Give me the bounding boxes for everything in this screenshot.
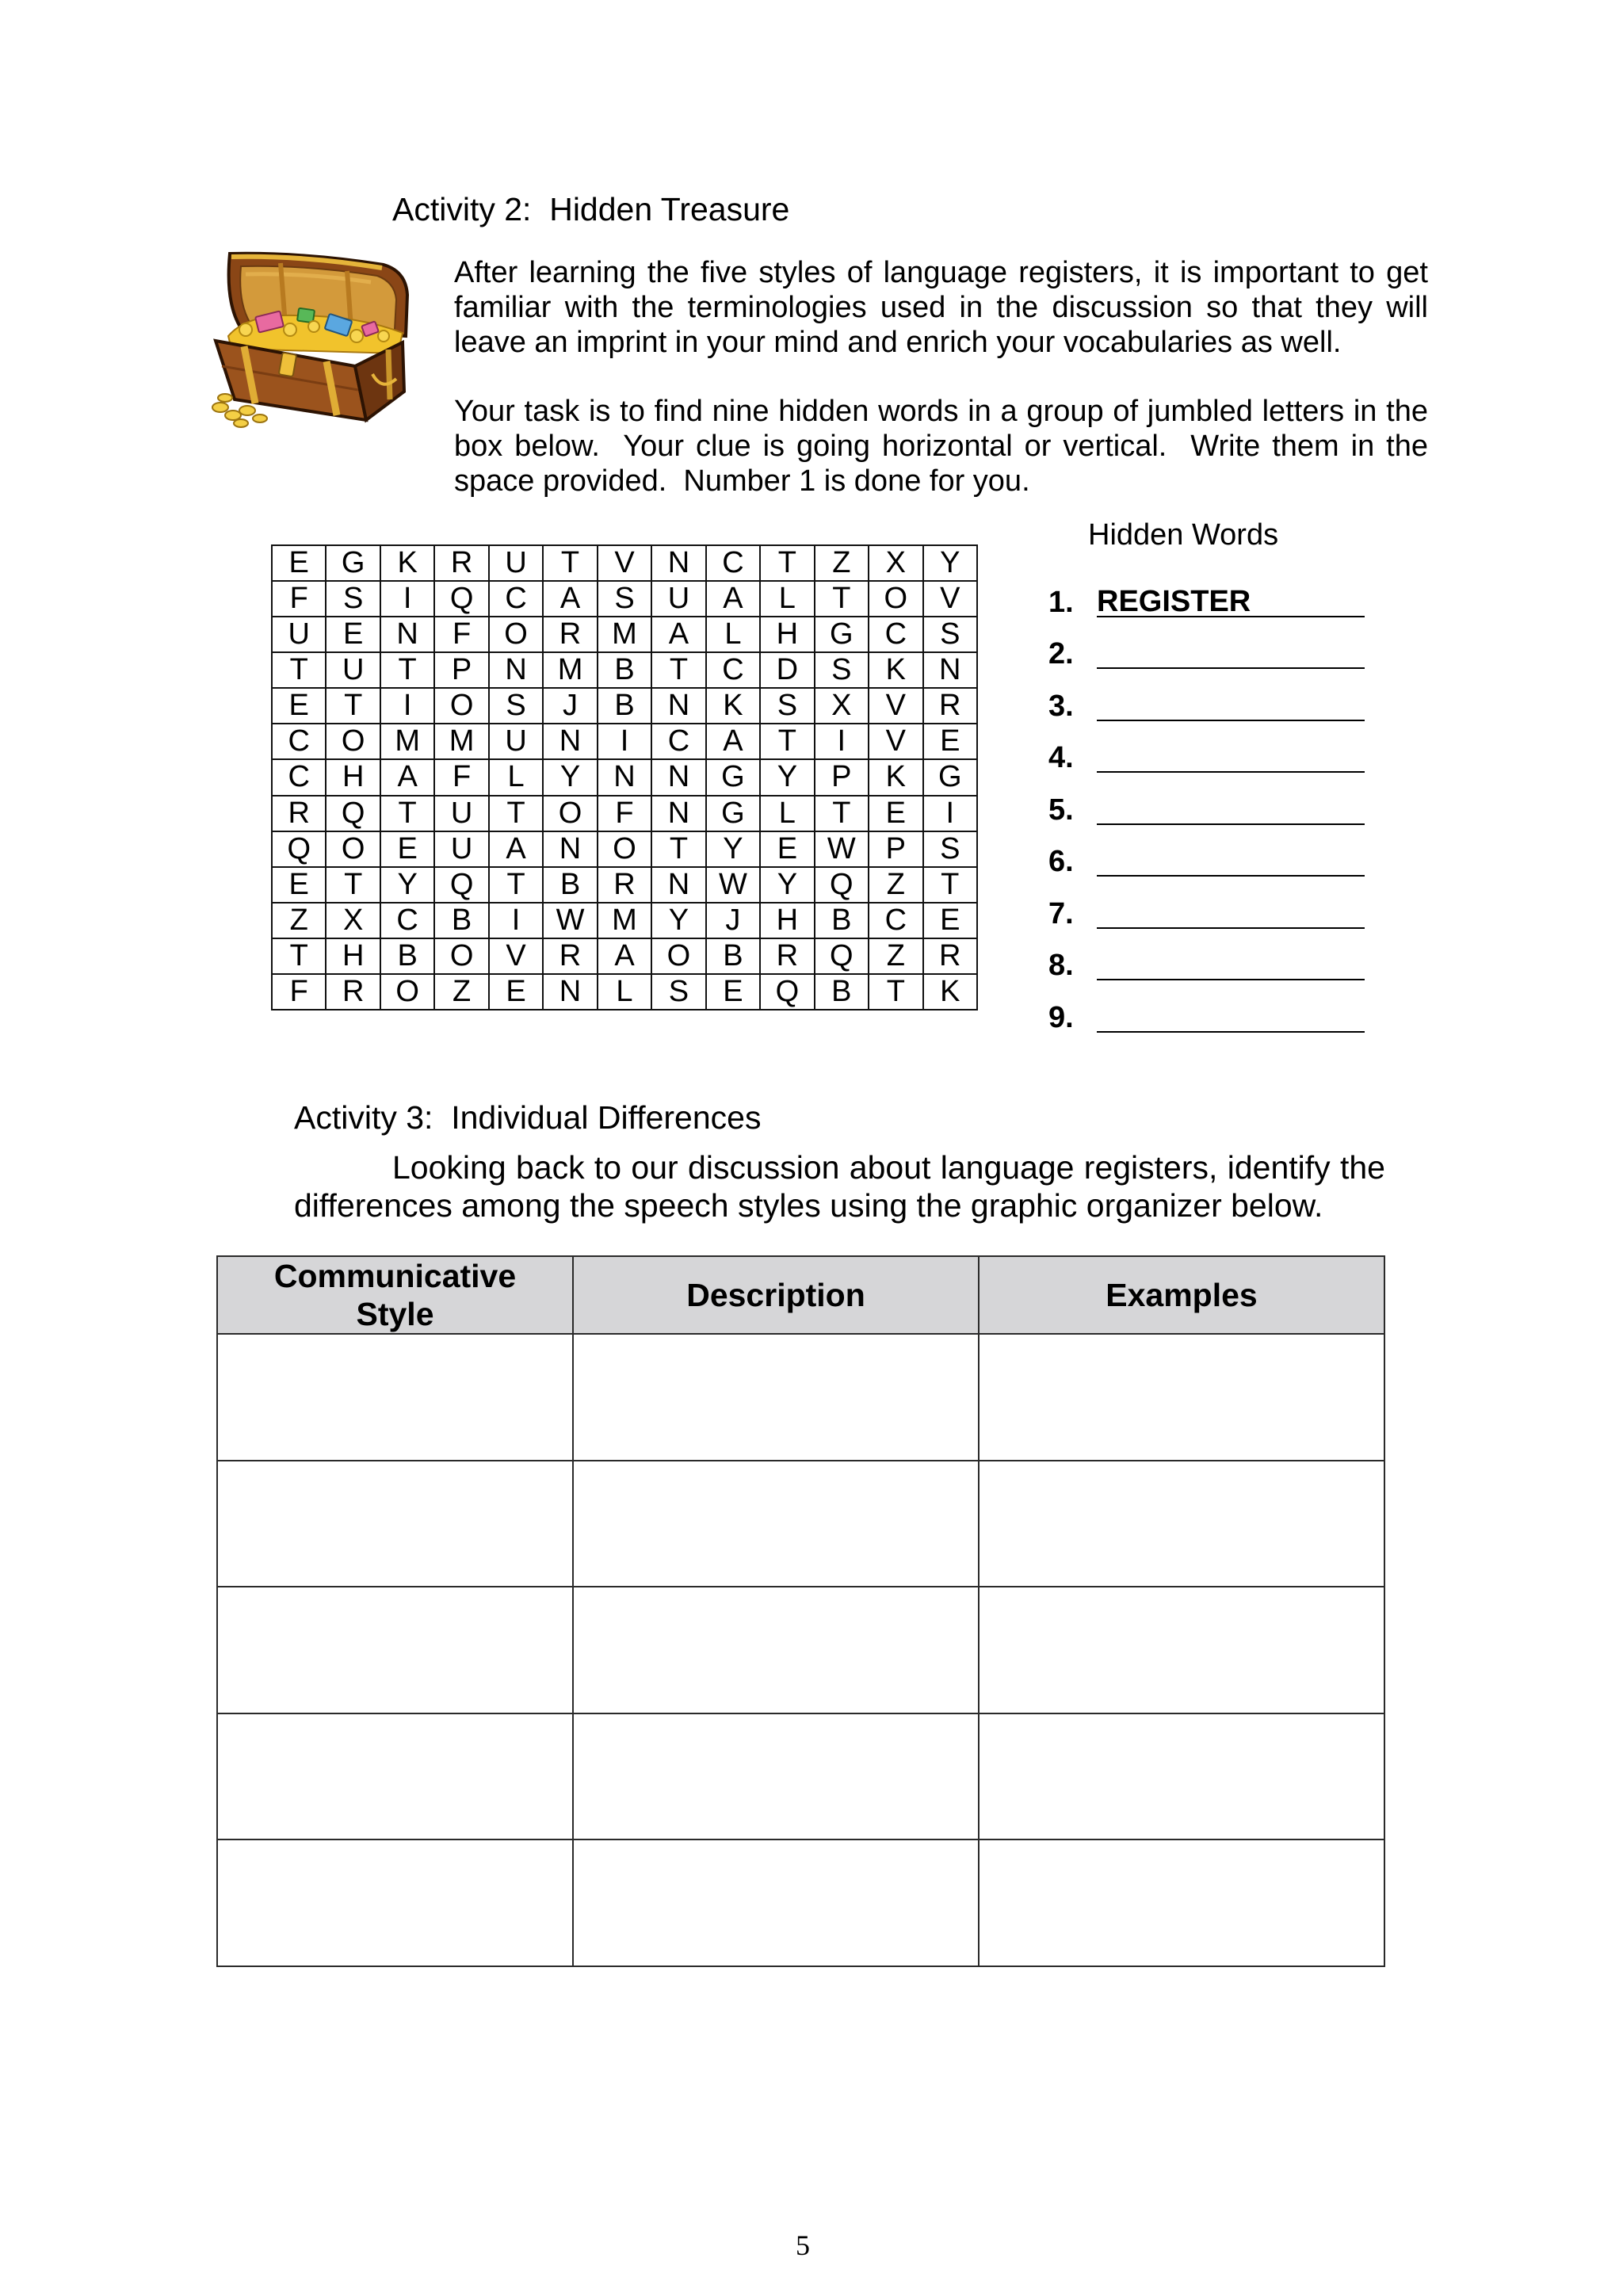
answer-line — [1097, 950, 1365, 980]
answer-line — [1097, 1003, 1365, 1033]
grid-cell: M — [435, 724, 489, 760]
grid-cell: M — [544, 653, 598, 689]
instruction-line: differences among the speech styles using the graphic organizer below. — [294, 1187, 1323, 1224]
table-cell — [573, 1461, 979, 1587]
grid-cell: S — [761, 689, 815, 724]
grid-cell: T — [652, 832, 706, 868]
table-cell — [217, 1839, 573, 1966]
grid-cell: S — [327, 582, 380, 617]
grid-cell: B — [707, 939, 761, 975]
grid-cell: O — [544, 797, 598, 832]
grid-cell: A — [490, 832, 544, 868]
grid-cell: R — [273, 797, 327, 832]
grid-cell: Z — [869, 939, 923, 975]
grid-cell: S — [924, 617, 978, 653]
graphic-organizer-table — [216, 1255, 1385, 1967]
grid-cell: L — [598, 975, 652, 1010]
grid-cell: B — [598, 689, 652, 724]
grid-cell: V — [869, 689, 923, 724]
grid-cell: Y — [761, 868, 815, 904]
grid-cell: N — [652, 689, 706, 724]
grid-cell: Q — [435, 582, 489, 617]
hidden-word-item — [1048, 576, 1381, 628]
grid-cell: Q — [327, 797, 380, 832]
grid-cell: N — [544, 724, 598, 760]
activity2-title: Activity 2: Hidden Treasure — [392, 191, 790, 227]
grid-cell: F — [435, 760, 489, 796]
answer-line — [1097, 691, 1365, 721]
grid-cell: E — [924, 904, 978, 939]
grid-cell: E — [869, 797, 923, 832]
grid-cell: O — [327, 724, 380, 760]
grid-cell: U — [273, 617, 327, 653]
activity2-intro-paragraph — [454, 255, 1428, 360]
grid-cell: N — [924, 653, 978, 689]
grid-cell: M — [598, 904, 652, 939]
grid-cell: E — [327, 617, 380, 653]
grid-cell: E — [273, 868, 327, 904]
grid-cell: T — [327, 868, 380, 904]
grid-cell: Y — [924, 546, 978, 582]
header-communicative-style: Communicative Style — [217, 1256, 573, 1334]
hidden-word-item — [1048, 784, 1381, 836]
grid-cell: E — [761, 832, 815, 868]
grid-cell: P — [435, 653, 489, 689]
instruction-line: Looking back to our discussion about language registers, identify the — [392, 1149, 1385, 1186]
grid-cell: B — [815, 904, 869, 939]
grid-cell: A — [652, 617, 706, 653]
grid-cell: I — [490, 904, 544, 939]
grid-cell: O — [652, 939, 706, 975]
header-examples: Examples — [979, 1256, 1384, 1334]
grid-cell: Y — [761, 760, 815, 796]
grid-cell: Q — [273, 832, 327, 868]
hidden-word-item — [1048, 991, 1381, 1044]
table-row — [217, 1587, 1384, 1713]
table-cell — [573, 1713, 979, 1840]
grid-cell: E — [273, 546, 327, 582]
grid-cell: T — [652, 653, 706, 689]
treasure-chest-icon — [208, 247, 412, 430]
item-number: 9. — [1048, 1000, 1074, 1034]
grid-cell: C — [869, 617, 923, 653]
grid-cell: A — [707, 582, 761, 617]
hidden-words-list — [1048, 576, 1381, 1044]
grid-cell: L — [761, 797, 815, 832]
item-number: 8. — [1048, 949, 1074, 983]
grid-cell: N — [544, 975, 598, 1010]
answer-line: REGISTER — [1097, 587, 1365, 617]
grid-cell: I — [598, 724, 652, 760]
grid-cell: Z — [869, 868, 923, 904]
table-cell — [217, 1587, 573, 1713]
grid-cell: N — [652, 546, 706, 582]
grid-cell: E — [381, 832, 435, 868]
grid-cell: K — [924, 975, 978, 1010]
grid-cell: L — [761, 582, 815, 617]
word-search-grid — [271, 544, 978, 1010]
grid-cell: S — [815, 653, 869, 689]
grid-cell: L — [490, 760, 544, 796]
grid-cell: I — [381, 582, 435, 617]
grid-cell: W — [544, 904, 598, 939]
grid-cell: Q — [815, 939, 869, 975]
hidden-word-item — [1048, 628, 1381, 681]
table-cell — [217, 1334, 573, 1461]
grid-cell: L — [707, 617, 761, 653]
grid-cell: O — [869, 582, 923, 617]
grid-cell: A — [598, 939, 652, 975]
table-cell — [979, 1839, 1384, 1966]
table-row — [217, 1713, 1384, 1840]
grid-cell: O — [327, 832, 380, 868]
grid-cell: U — [435, 797, 489, 832]
grid-cell: X — [869, 546, 923, 582]
grid-cell: R — [544, 939, 598, 975]
grid-cell: V — [490, 939, 544, 975]
grid-cell: O — [381, 975, 435, 1010]
grid-cell: T — [815, 797, 869, 832]
answer-line — [1097, 846, 1365, 877]
item-number: 3. — [1048, 689, 1074, 723]
grid-cell: K — [869, 653, 923, 689]
table-cell — [979, 1334, 1384, 1461]
grid-cell: Z — [815, 546, 869, 582]
grid-cell: V — [869, 724, 923, 760]
grid-cell: R — [924, 939, 978, 975]
grid-cell: Q — [435, 868, 489, 904]
grid-cell: H — [761, 904, 815, 939]
answer-line — [1097, 743, 1365, 773]
grid-cell: F — [273, 975, 327, 1010]
grid-cell: F — [598, 797, 652, 832]
grid-cell: S — [490, 689, 544, 724]
grid-cell: C — [869, 904, 923, 939]
grid-cell: K — [381, 546, 435, 582]
answer-line — [1097, 795, 1365, 825]
item-number: 6. — [1048, 845, 1074, 879]
grid-cell: C — [707, 653, 761, 689]
grid-cell: H — [327, 939, 380, 975]
table-row — [217, 1839, 1384, 1966]
grid-cell: U — [435, 832, 489, 868]
grid-cell: C — [381, 904, 435, 939]
grid-cell: W — [815, 832, 869, 868]
table-cell — [979, 1713, 1384, 1840]
grid-cell: T — [761, 724, 815, 760]
table-header-row — [217, 1256, 1384, 1334]
grid-cell: N — [544, 832, 598, 868]
grid-cell: C — [652, 724, 706, 760]
grid-cell: A — [544, 582, 598, 617]
grid-cell: B — [435, 904, 489, 939]
item-number: 1. — [1048, 585, 1074, 619]
grid-cell: Z — [435, 975, 489, 1010]
grid-cell: T — [381, 653, 435, 689]
grid-cell: R — [924, 689, 978, 724]
grid-cell: I — [815, 724, 869, 760]
table-cell — [573, 1334, 979, 1461]
grid-cell: N — [381, 617, 435, 653]
grid-cell: T — [924, 868, 978, 904]
hidden-word-item — [1048, 680, 1381, 732]
grid-cell: R — [327, 975, 380, 1010]
grid-cell: G — [707, 760, 761, 796]
grid-cell: G — [707, 797, 761, 832]
grid-cell: E — [707, 975, 761, 1010]
grid-cell: B — [381, 939, 435, 975]
grid-cell: P — [815, 760, 869, 796]
grid-cell: N — [598, 760, 652, 796]
grid-cell: A — [707, 724, 761, 760]
hidden-words-heading: Hidden Words — [1088, 518, 1279, 552]
grid-cell: C — [707, 546, 761, 582]
grid-cell: D — [761, 653, 815, 689]
grid-cell: S — [652, 975, 706, 1010]
grid-cell: T — [490, 797, 544, 832]
item-number: 4. — [1048, 741, 1074, 775]
grid-cell: Z — [273, 904, 327, 939]
grid-cell: O — [435, 939, 489, 975]
hidden-word-item — [1048, 888, 1381, 940]
grid-cell: B — [815, 975, 869, 1010]
grid-cell: N — [652, 760, 706, 796]
grid-cell: S — [598, 582, 652, 617]
grid-cell: J — [544, 689, 598, 724]
grid-cell: Y — [707, 832, 761, 868]
grid-cell: R — [544, 617, 598, 653]
grid-cell: K — [869, 760, 923, 796]
grid-cell: J — [707, 904, 761, 939]
grid-cell: P — [869, 832, 923, 868]
grid-cell: C — [490, 582, 544, 617]
grid-cell: Q — [815, 868, 869, 904]
grid-cell: N — [652, 868, 706, 904]
grid-cell: E — [924, 724, 978, 760]
grid-cell: X — [815, 689, 869, 724]
grid-cell: I — [381, 689, 435, 724]
grid-cell: R — [598, 868, 652, 904]
grid-cell: O — [490, 617, 544, 653]
paragraph-line: familiar with the terminologies used in the discussion so that they will — [454, 291, 1428, 324]
paragraph-line: After learning the five styles of language registers, it is important to get — [454, 256, 1428, 289]
hidden-word-item — [1048, 836, 1381, 888]
grid-cell: O — [435, 689, 489, 724]
grid-cell: T — [381, 797, 435, 832]
paragraph-line: box below. Your clue is going horizontal or vertical. Write them in the — [454, 430, 1428, 463]
grid-cell: C — [273, 724, 327, 760]
item-number: 5. — [1048, 793, 1074, 827]
table-row — [217, 1461, 1384, 1587]
grid-cell: T — [273, 653, 327, 689]
grid-cell: N — [652, 797, 706, 832]
grid-cell: G — [924, 760, 978, 796]
grid-cell: T — [327, 689, 380, 724]
grid-cell: Y — [381, 868, 435, 904]
grid-cell: B — [598, 653, 652, 689]
table-row — [217, 1334, 1384, 1461]
grid-cell: U — [490, 724, 544, 760]
answer-line — [1097, 899, 1365, 929]
grid-cell: T — [815, 582, 869, 617]
grid-cell: K — [707, 689, 761, 724]
grid-cell: V — [598, 546, 652, 582]
grid-cell: T — [761, 546, 815, 582]
hidden-word-item — [1048, 732, 1381, 785]
table-cell — [573, 1587, 979, 1713]
paragraph-line: space provided. Number 1 is done for you. — [454, 464, 1030, 498]
header-description: Description — [573, 1256, 979, 1334]
table-cell — [979, 1587, 1384, 1713]
grid-cell: Q — [761, 975, 815, 1010]
table-cell — [217, 1713, 573, 1840]
page-number: 5 — [796, 2229, 810, 2261]
table-cell — [979, 1461, 1384, 1587]
grid-cell: M — [381, 724, 435, 760]
item-number: 7. — [1048, 896, 1074, 930]
grid-cell: U — [490, 546, 544, 582]
grid-cell: Y — [544, 760, 598, 796]
grid-cell: V — [924, 582, 978, 617]
grid-cell: T — [273, 939, 327, 975]
answer-line — [1097, 639, 1365, 669]
grid-cell: T — [544, 546, 598, 582]
grid-cell: H — [761, 617, 815, 653]
hidden-word-item — [1048, 940, 1381, 992]
grid-cell: E — [273, 689, 327, 724]
grid-cell: A — [381, 760, 435, 796]
table-cell — [217, 1461, 573, 1587]
grid-cell: N — [490, 653, 544, 689]
grid-cell: C — [273, 760, 327, 796]
grid-cell: G — [815, 617, 869, 653]
grid-cell: S — [924, 832, 978, 868]
paragraph-line: leave an imprint in your mind and enrich your vocabularies as well. — [454, 326, 1342, 359]
grid-cell: E — [490, 975, 544, 1010]
grid-cell: Y — [652, 904, 706, 939]
grid-cell: H — [327, 760, 380, 796]
grid-cell: W — [707, 868, 761, 904]
activity3-title: Activity 3: Individual Differences — [294, 1099, 762, 1136]
grid-cell: T — [490, 868, 544, 904]
grid-cell: F — [273, 582, 327, 617]
grid-cell: R — [435, 546, 489, 582]
grid-cell: U — [652, 582, 706, 617]
grid-cell: G — [327, 546, 380, 582]
grid-cell: F — [435, 617, 489, 653]
item-number: 2. — [1048, 637, 1074, 671]
grid-cell: U — [327, 653, 380, 689]
paragraph-line: Your task is to find nine hidden words in a group of jumbled letters in the — [454, 395, 1428, 428]
grid-cell: X — [327, 904, 380, 939]
grid-cell: M — [598, 617, 652, 653]
grid-cell: T — [869, 975, 923, 1010]
grid-cell: O — [598, 832, 652, 868]
grid-cell: I — [924, 797, 978, 832]
grid-cell: B — [544, 868, 598, 904]
activity2-task-paragraph — [454, 394, 1428, 499]
table-cell — [573, 1839, 979, 1966]
grid-cell: R — [761, 939, 815, 975]
